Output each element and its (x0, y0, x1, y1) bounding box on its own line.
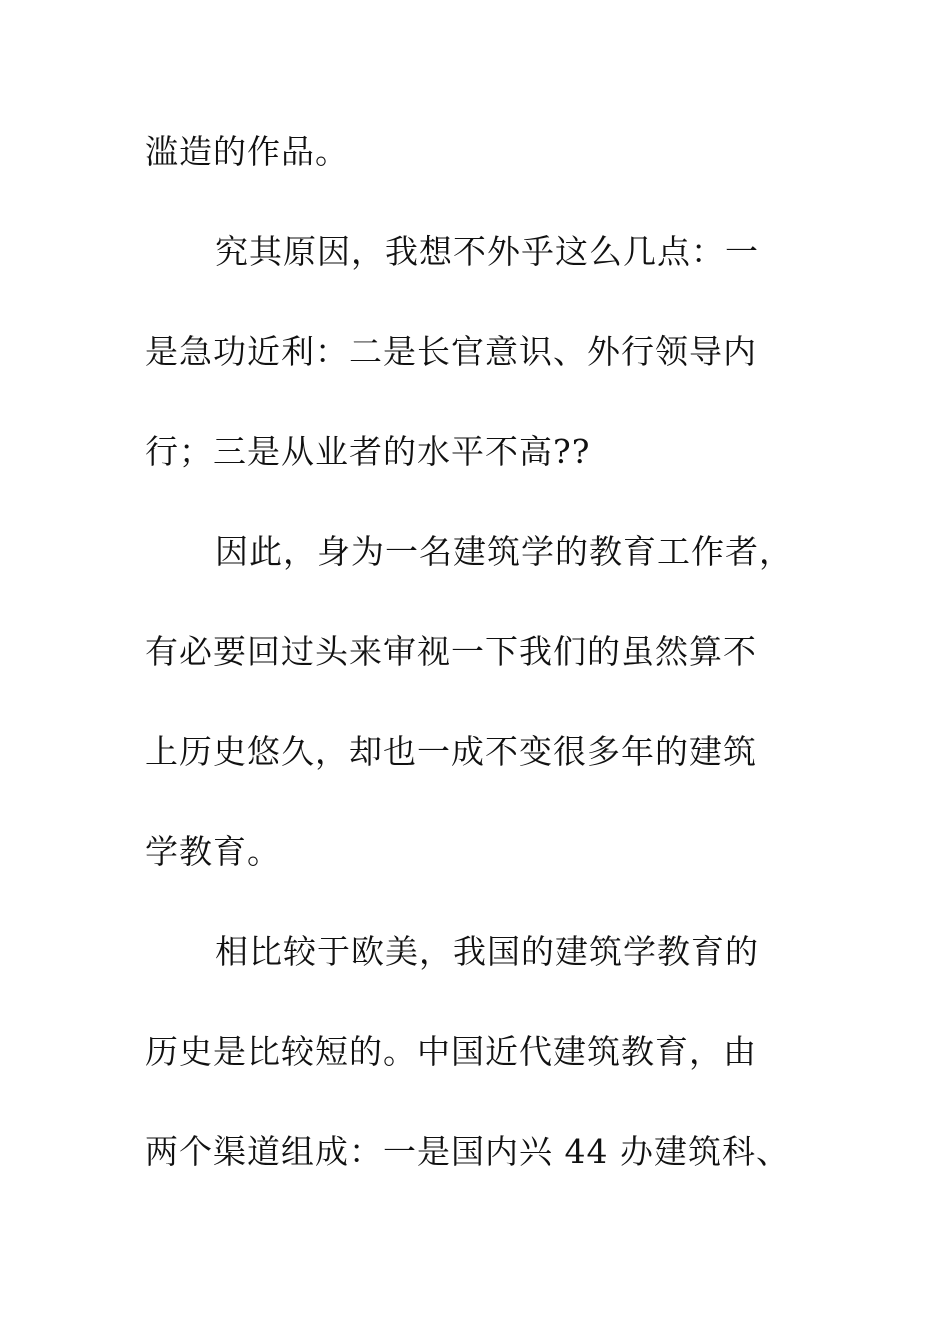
text-line: 行；三是从业者的水平不高?? (145, 432, 591, 471)
paragraph-start-line: 究其原因，我想不外乎这么几点：一 (215, 232, 759, 271)
paragraph-start-line: 因此，身为一名建筑学的教育工作者， (215, 532, 793, 571)
text-line: 学教育。 (145, 832, 281, 871)
text-line: 有必要回过头来审视一下我们的虽然算不 (145, 632, 757, 671)
text-line: 两个渠道组成：一是国内兴 44 办建筑科、 (145, 1132, 790, 1171)
text-line: 上历史悠久，却也一成不变很多年的建筑 (145, 732, 757, 771)
paragraph-start-line: 相比较于欧美，我国的建筑学教育的 (215, 932, 759, 971)
text-line: 历史是比较短的。中国近代建筑教育，由 (145, 1032, 757, 1071)
text-line: 滥造的作品。 (145, 132, 349, 171)
text-line: 是急功近利：二是长官意识、外行领导内 (145, 332, 757, 371)
